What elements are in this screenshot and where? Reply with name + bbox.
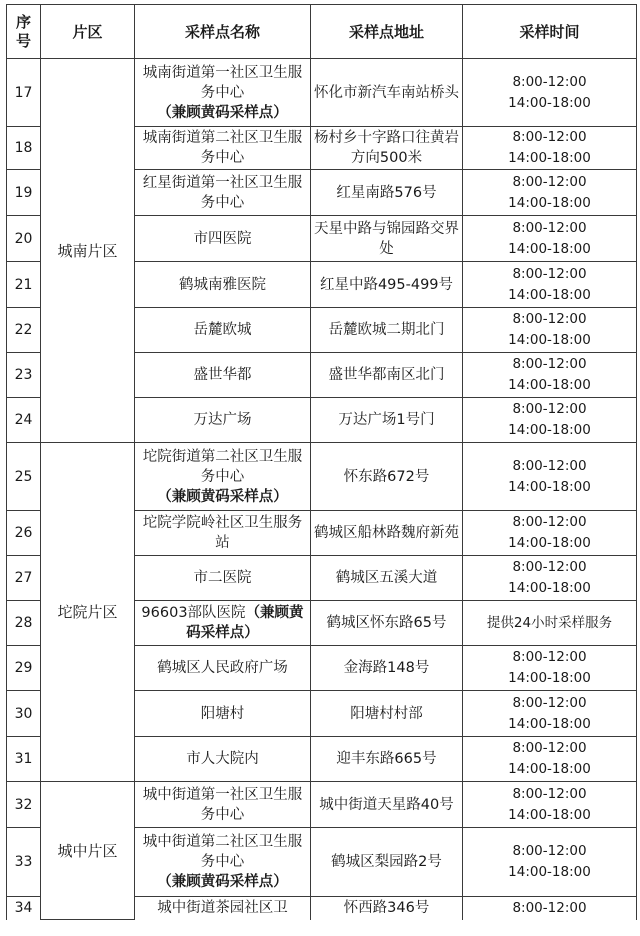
time-slot: 14:00-18:00 <box>508 761 591 777</box>
row-seq: 22 <box>7 308 41 353</box>
site-name: 城南街道第一社区卫生服务中心 <box>142 64 303 101</box>
site-name-cell <box>135 601 311 646</box>
time-slot: 14:00-18:00 <box>508 478 591 495</box>
site-name: 万达广场 <box>193 412 252 428</box>
row-seq: 32 <box>7 782 41 828</box>
site-name-cell <box>135 556 311 601</box>
sampling-time <box>463 646 637 691</box>
header-seq: 序号 <box>7 5 41 59</box>
site-name-cell <box>135 262 311 308</box>
row-seq: 19 <box>7 170 41 216</box>
time-slot: 14:00-18:00 <box>508 580 591 596</box>
site-name: 市人大院内 <box>186 751 259 767</box>
time-slot: 14:00-18:00 <box>508 422 591 438</box>
time-slot: 8:00-12:00 <box>512 843 587 859</box>
site-name: 城南街道第二社区卫生服务中心 <box>142 130 303 166</box>
time-slot: 8:00-12:00 <box>512 514 587 530</box>
table-row <box>7 443 637 511</box>
site-address: 万达广场1号门 <box>311 398 463 443</box>
header-address: 采样点地址 <box>311 5 463 59</box>
site-name-cell <box>135 646 311 691</box>
sampling-sites-table <box>6 4 637 920</box>
time-slot: 14:00-18:00 <box>508 715 591 732</box>
site-address: 怀西路346号 <box>311 897 463 920</box>
sampling-time <box>463 216 637 262</box>
time-slot: 8:00-12:00 <box>512 73 587 90</box>
row-seq: 31 <box>7 737 41 782</box>
yellow-code-flag: （兼顾黄码采样点） <box>157 488 288 505</box>
site-address: 城中街道天星路40号 <box>311 782 463 828</box>
time-slot: 8:00-12:00 <box>512 401 587 417</box>
header-name: 采样点名称 <box>135 5 311 59</box>
sampling-time <box>463 353 637 398</box>
time-slot: 8:00-12:00 <box>512 173 587 190</box>
time-slot: 8:00-12:00 <box>512 899 587 916</box>
sampling-sites-sheet <box>6 4 636 920</box>
yellow-code-flag: （兼顾黄码采样点） <box>186 605 304 641</box>
site-name-cell <box>135 353 311 398</box>
sampling-time <box>463 782 637 828</box>
site-address: 金海路148号 <box>311 646 463 691</box>
site-address: 岳麓欧城二期北门 <box>311 308 463 353</box>
site-name-cell <box>135 308 311 353</box>
sampling-time <box>463 828 637 897</box>
sampling-time <box>463 737 637 782</box>
row-seq: 34 <box>7 897 41 920</box>
time-slot: 14:00-18:00 <box>508 806 591 823</box>
site-name: 城中街道第一社区卫生服务中心 <box>142 786 303 823</box>
site-name: 鹤城区人民政府广场 <box>157 660 288 676</box>
time-slot: 14:00-18:00 <box>508 377 591 393</box>
time-slot: 8:00-12:00 <box>512 129 587 145</box>
time-slot: 8:00-12:00 <box>512 559 587 575</box>
site-name-cell <box>135 398 311 443</box>
site-name-cell <box>135 897 311 920</box>
site-name: 鹤城南雅医院 <box>179 276 266 293</box>
row-seq: 17 <box>7 59 41 127</box>
row-seq: 26 <box>7 511 41 556</box>
row-seq: 18 <box>7 127 41 170</box>
site-name: 市四医院 <box>193 230 252 247</box>
site-name: 96603部队医院 <box>141 605 246 621</box>
site-name-cell <box>135 737 311 782</box>
site-address: 怀化市新汽车南站桥头 <box>311 59 463 127</box>
site-address: 杨村乡十字路口往黄岩方向500米 <box>311 127 463 170</box>
site-name: 坨院街道第二社区卫生服务中心 <box>142 448 303 485</box>
sampling-time <box>463 897 637 920</box>
site-name: 市二医院 <box>193 570 252 586</box>
site-address: 怀东路672号 <box>311 443 463 511</box>
zone-cell: 城南片区 <box>41 59 135 443</box>
header-row <box>7 5 637 59</box>
time-slot: 8:00-12:00 <box>512 785 587 802</box>
site-name: 坨院学院岭社区卫生服务站 <box>142 515 303 551</box>
sampling-time <box>463 59 637 127</box>
site-name: 盛世华都 <box>193 367 252 383</box>
row-seq: 24 <box>7 398 41 443</box>
time-slot: 14:00-18:00 <box>508 286 591 303</box>
row-seq: 20 <box>7 216 41 262</box>
row-seq: 33 <box>7 828 41 897</box>
time-slot: 8:00-12:00 <box>512 311 587 327</box>
table-body <box>7 59 637 920</box>
site-address: 鹤城区船林路魏府新苑 <box>311 511 463 556</box>
sampling-time <box>463 308 637 353</box>
site-name: 城中街道第二社区卫生服务中心 <box>142 834 303 870</box>
sampling-time <box>463 443 637 511</box>
site-name-cell <box>135 170 311 216</box>
time-slot: 8:00-12:00 <box>512 457 587 474</box>
yellow-code-flag: （兼顾黄码采样点） <box>157 874 288 890</box>
site-name: 红星街道第一社区卫生服务中心 <box>142 174 303 211</box>
time-slot: 8:00-12:00 <box>512 219 587 236</box>
sampling-time <box>463 691 637 737</box>
sampling-time <box>463 556 637 601</box>
time-slot: 8:00-12:00 <box>512 649 587 665</box>
sampling-time <box>463 262 637 308</box>
site-address: 盛世华都南区北门 <box>311 353 463 398</box>
site-address: 红星中路495-499号 <box>311 262 463 308</box>
row-seq: 21 <box>7 262 41 308</box>
time-slot: 8:00-12:00 <box>512 356 587 372</box>
site-name: 城中街道茶园社区卫 <box>157 900 288 917</box>
site-name-cell <box>135 691 311 737</box>
site-address: 阳塘村村部 <box>311 691 463 737</box>
time-slot: 提供24小时采样服务 <box>486 614 613 631</box>
time-slot: 8:00-12:00 <box>512 265 587 282</box>
time-slot: 14:00-18:00 <box>508 670 591 686</box>
sampling-time <box>463 170 637 216</box>
row-seq: 23 <box>7 353 41 398</box>
site-name: 阳塘村 <box>200 705 245 722</box>
site-name-cell <box>135 782 311 828</box>
site-name: 岳麓欧城 <box>193 322 252 338</box>
site-name-cell <box>135 59 311 127</box>
site-address: 迎丰东路665号 <box>311 737 463 782</box>
site-name-cell <box>135 511 311 556</box>
site-name-cell <box>135 127 311 170</box>
table-row <box>7 782 637 828</box>
time-slot: 14:00-18:00 <box>508 535 591 551</box>
time-slot: 8:00-12:00 <box>512 694 587 711</box>
site-address: 天星中路与锦园路交界处 <box>311 216 463 262</box>
row-seq: 25 <box>7 443 41 511</box>
zone-cell: 坨院片区 <box>41 443 135 782</box>
header-time: 采样时间 <box>463 5 637 59</box>
sampling-time <box>463 511 637 556</box>
time-slot: 14:00-18:00 <box>508 94 591 111</box>
site-address: 鹤城区五溪大道 <box>311 556 463 601</box>
table-row <box>7 59 637 127</box>
row-seq: 28 <box>7 601 41 646</box>
time-slot: 14:00-18:00 <box>508 150 591 166</box>
site-name-cell <box>135 443 311 511</box>
site-address: 鹤城区梨园路2号 <box>311 828 463 897</box>
sampling-time <box>463 601 637 646</box>
site-address: 红星南路576号 <box>311 170 463 216</box>
zone-cell: 城中片区 <box>41 782 135 920</box>
row-seq: 30 <box>7 691 41 737</box>
time-slot: 14:00-18:00 <box>508 240 591 257</box>
yellow-code-flag: （兼顾黄码采样点） <box>157 104 288 121</box>
site-name-cell <box>135 216 311 262</box>
sampling-time <box>463 398 637 443</box>
row-seq: 29 <box>7 646 41 691</box>
time-slot: 8:00-12:00 <box>512 740 587 756</box>
time-slot: 14:00-18:00 <box>508 332 591 348</box>
time-slot: 14:00-18:00 <box>508 194 591 211</box>
sampling-time <box>463 127 637 170</box>
site-address: 鹤城区怀东路65号 <box>311 601 463 646</box>
header-zone: 片区 <box>41 5 135 59</box>
time-slot: 14:00-18:00 <box>508 864 591 880</box>
row-seq: 27 <box>7 556 41 601</box>
site-name-cell <box>135 828 311 897</box>
